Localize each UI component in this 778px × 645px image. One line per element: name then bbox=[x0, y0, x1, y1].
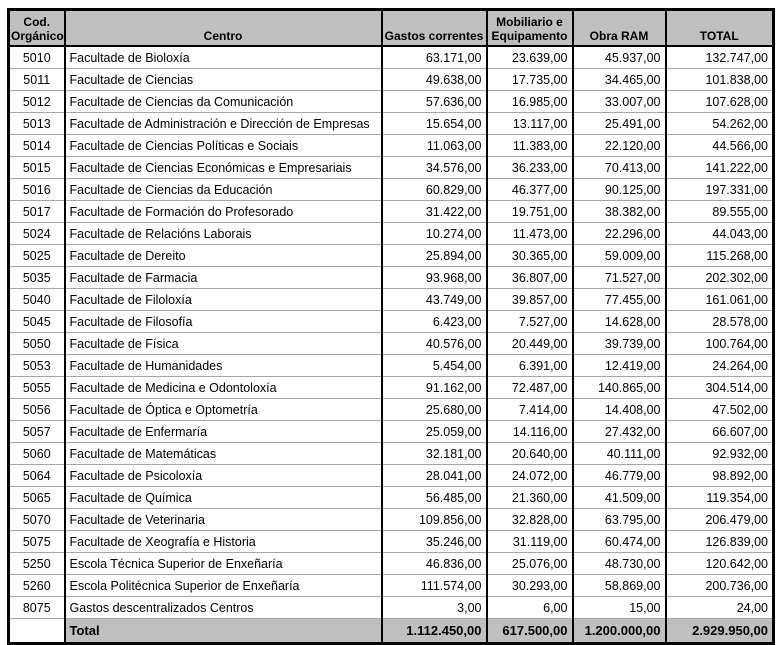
gastos-cell: 111.574,00 bbox=[382, 575, 487, 597]
code-cell: 5055 bbox=[9, 377, 65, 399]
table-row bbox=[9, 509, 774, 531]
obra-cell: 34.465,00 bbox=[573, 69, 666, 91]
mobiliario-cell: 36.807,00 bbox=[487, 267, 573, 289]
centro-cell: Escola Técnica Superior de Enxeñaría bbox=[65, 553, 382, 575]
total-cell: 44.566,00 bbox=[666, 135, 774, 157]
table-row bbox=[9, 421, 774, 443]
mobiliario-cell: 30.365,00 bbox=[487, 245, 573, 267]
table-row bbox=[9, 289, 774, 311]
mobiliario-cell: 7.527,00 bbox=[487, 311, 573, 333]
mobiliario-cell: 30.293,00 bbox=[487, 575, 573, 597]
gastos-cell: 25.059,00 bbox=[382, 421, 487, 443]
code-cell: 5250 bbox=[9, 553, 65, 575]
total-code-cell bbox=[9, 619, 65, 644]
code-cell: 5050 bbox=[9, 333, 65, 355]
centro-cell: Facultade de Veterinaria bbox=[65, 509, 382, 531]
mobiliario-cell: 36.233,00 bbox=[487, 157, 573, 179]
gastos-cell: 35.246,00 bbox=[382, 531, 487, 553]
centro-cell: Facultade de Ciencias Económicas e Empresariais bbox=[65, 157, 382, 179]
code-cell: 5075 bbox=[9, 531, 65, 553]
centro-cell: Facultade de Física bbox=[65, 333, 382, 355]
code-cell: 5016 bbox=[9, 179, 65, 201]
obra-cell: 46.779,00 bbox=[573, 465, 666, 487]
table-row bbox=[9, 465, 774, 487]
obra-cell: 38.382,00 bbox=[573, 201, 666, 223]
obra-cell: 70.413,00 bbox=[573, 157, 666, 179]
gastos-cell: 63.171,00 bbox=[382, 46, 487, 69]
total-cell: 202.302,00 bbox=[666, 267, 774, 289]
total-cell: 24,00 bbox=[666, 597, 774, 619]
table-row bbox=[9, 597, 774, 619]
total-cell: 115.268,00 bbox=[666, 245, 774, 267]
centro-cell: Escola Politécnica Superior de Enxeñaría bbox=[65, 575, 382, 597]
centro-cell: Facultade de Farmacia bbox=[65, 267, 382, 289]
mobiliario-cell: 17.735,00 bbox=[487, 69, 573, 91]
mobiliario-cell: 32.828,00 bbox=[487, 509, 573, 531]
code-cell: 5040 bbox=[9, 289, 65, 311]
centro-cell: Facultade de Enfermaría bbox=[65, 421, 382, 443]
obra-cell: 15,00 bbox=[573, 597, 666, 619]
total-label-cell: Total bbox=[65, 619, 382, 644]
table-header bbox=[9, 10, 774, 47]
gastos-cell: 40.576,00 bbox=[382, 333, 487, 355]
code-cell: 8075 bbox=[9, 597, 65, 619]
table-row bbox=[9, 245, 774, 267]
obra-cell: 63.795,00 bbox=[573, 509, 666, 531]
gastos-cell: 3,00 bbox=[382, 597, 487, 619]
table-row bbox=[9, 157, 774, 179]
header-obra-ram: Obra RAM bbox=[573, 10, 666, 47]
obra-cell: 22.120,00 bbox=[573, 135, 666, 157]
table-row bbox=[9, 113, 774, 135]
table-row bbox=[9, 333, 774, 355]
centro-cell: Facultade de Medicina e Odontoloxía bbox=[65, 377, 382, 399]
header-mobiliario-equipamento: Mobiliario e Equipamento bbox=[487, 10, 573, 47]
total-cell: 120.642,00 bbox=[666, 553, 774, 575]
gastos-cell: 109.856,00 bbox=[382, 509, 487, 531]
centro-cell: Facultade de Xeografía e Historia bbox=[65, 531, 382, 553]
obra-cell: 40.111,00 bbox=[573, 443, 666, 465]
total-cell: 141.222,00 bbox=[666, 157, 774, 179]
total-row bbox=[9, 619, 774, 644]
code-cell: 5060 bbox=[9, 443, 65, 465]
mobiliario-cell: 21.360,00 bbox=[487, 487, 573, 509]
table-row bbox=[9, 46, 774, 69]
gastos-cell: 46.836,00 bbox=[382, 553, 487, 575]
table-row bbox=[9, 179, 774, 201]
centro-cell: Facultade de Química bbox=[65, 487, 382, 509]
gastos-cell: 15.654,00 bbox=[382, 113, 487, 135]
table-row bbox=[9, 443, 774, 465]
total-cell: 119.354,00 bbox=[666, 487, 774, 509]
total-total-cell: 2.929.950,00 bbox=[666, 619, 774, 644]
mobiliario-cell: 13.117,00 bbox=[487, 113, 573, 135]
gastos-cell: 49.638,00 bbox=[382, 69, 487, 91]
table-row bbox=[9, 531, 774, 553]
centro-cell: Facultade de Filoloxía bbox=[65, 289, 382, 311]
obra-cell: 41.509,00 bbox=[573, 487, 666, 509]
obra-cell: 12.419,00 bbox=[573, 355, 666, 377]
gastos-cell: 6.423,00 bbox=[382, 311, 487, 333]
table-row bbox=[9, 487, 774, 509]
table-row bbox=[9, 267, 774, 289]
obra-cell: 60.474,00 bbox=[573, 531, 666, 553]
total-cell: 101.838,00 bbox=[666, 69, 774, 91]
obra-cell: 25.491,00 bbox=[573, 113, 666, 135]
centro-cell: Facultade de Matemáticas bbox=[65, 443, 382, 465]
table-row bbox=[9, 223, 774, 245]
centro-cell: Facultade de Humanidades bbox=[65, 355, 382, 377]
table-row bbox=[9, 377, 774, 399]
mobiliario-cell: 25.076,00 bbox=[487, 553, 573, 575]
centro-cell: Facultade de Ciencias bbox=[65, 69, 382, 91]
header-cod-organico: Cod. Orgánico bbox=[9, 10, 65, 47]
total-cell: 197.331,00 bbox=[666, 179, 774, 201]
gastos-cell: 25.894,00 bbox=[382, 245, 487, 267]
obra-cell: 45.937,00 bbox=[573, 46, 666, 69]
table-row bbox=[9, 69, 774, 91]
total-cell: 304.514,00 bbox=[666, 377, 774, 399]
mobiliario-cell: 23.639,00 bbox=[487, 46, 573, 69]
obra-cell: 39.739,00 bbox=[573, 333, 666, 355]
centro-cell: Gastos descentralizados Centros bbox=[65, 597, 382, 619]
obra-cell: 33.007,00 bbox=[573, 91, 666, 113]
header-gastos-correntes: Gastos correntes bbox=[382, 10, 487, 47]
code-cell: 5013 bbox=[9, 113, 65, 135]
gastos-cell: 32.181,00 bbox=[382, 443, 487, 465]
obra-cell: 58.869,00 bbox=[573, 575, 666, 597]
gastos-cell: 11.063,00 bbox=[382, 135, 487, 157]
header-total: TOTAL bbox=[666, 10, 774, 47]
centro-cell: Facultade de Ciencias Políticas e Sociais bbox=[65, 135, 382, 157]
gastos-cell: 56.485,00 bbox=[382, 487, 487, 509]
obra-cell: 27.432,00 bbox=[573, 421, 666, 443]
table-row bbox=[9, 311, 774, 333]
table-row bbox=[9, 91, 774, 113]
mobiliario-cell: 24.072,00 bbox=[487, 465, 573, 487]
centro-cell: Facultade de Psicoloxía bbox=[65, 465, 382, 487]
total-cell: 89.555,00 bbox=[666, 201, 774, 223]
table-row bbox=[9, 201, 774, 223]
table-body bbox=[9, 46, 774, 619]
mobiliario-cell: 6,00 bbox=[487, 597, 573, 619]
code-cell: 5012 bbox=[9, 91, 65, 113]
total-cell: 92.932,00 bbox=[666, 443, 774, 465]
centro-cell: Facultade de Dereito bbox=[65, 245, 382, 267]
code-cell: 5024 bbox=[9, 223, 65, 245]
mobiliario-cell: 19.751,00 bbox=[487, 201, 573, 223]
table-row bbox=[9, 575, 774, 597]
total-cell: 98.892,00 bbox=[666, 465, 774, 487]
obra-cell: 90.125,00 bbox=[573, 179, 666, 201]
budget-table bbox=[7, 8, 775, 645]
total-cell: 54.262,00 bbox=[666, 113, 774, 135]
total-cell: 107.628,00 bbox=[666, 91, 774, 113]
total-cell: 66.607,00 bbox=[666, 421, 774, 443]
header-centro: Centro bbox=[65, 10, 382, 47]
obra-cell: 48.730,00 bbox=[573, 553, 666, 575]
code-cell: 5070 bbox=[9, 509, 65, 531]
obra-cell: 59.009,00 bbox=[573, 245, 666, 267]
gastos-cell: 57.636,00 bbox=[382, 91, 487, 113]
obra-cell: 22.296,00 bbox=[573, 223, 666, 245]
table-row bbox=[9, 399, 774, 421]
mobiliario-cell: 6.391,00 bbox=[487, 355, 573, 377]
mobiliario-cell: 16.985,00 bbox=[487, 91, 573, 113]
mobiliario-cell: 14.116,00 bbox=[487, 421, 573, 443]
total-obra-cell: 1.200.000,00 bbox=[573, 619, 666, 644]
code-cell: 5057 bbox=[9, 421, 65, 443]
code-cell: 5064 bbox=[9, 465, 65, 487]
centro-cell: Facultade de Ciencias da Educación bbox=[65, 179, 382, 201]
total-gastos-cell: 1.112.450,00 bbox=[382, 619, 487, 644]
total-mobiliario-cell: 617.500,00 bbox=[487, 619, 573, 644]
mobiliario-cell: 39.857,00 bbox=[487, 289, 573, 311]
table-row bbox=[9, 553, 774, 575]
table-row bbox=[9, 135, 774, 157]
centro-cell: Facultade de Formación do Profesorado bbox=[65, 201, 382, 223]
gastos-cell: 31.422,00 bbox=[382, 201, 487, 223]
code-cell: 5065 bbox=[9, 487, 65, 509]
header-row bbox=[9, 10, 774, 47]
total-cell: 132.747,00 bbox=[666, 46, 774, 69]
centro-cell: Facultade de Filosofía bbox=[65, 311, 382, 333]
mobiliario-cell: 7.414,00 bbox=[487, 399, 573, 421]
obra-cell: 71.527,00 bbox=[573, 267, 666, 289]
total-cell: 47.502,00 bbox=[666, 399, 774, 421]
centro-cell: Facultade de Bioloxía bbox=[65, 46, 382, 69]
gastos-cell: 43.749,00 bbox=[382, 289, 487, 311]
table-footer bbox=[9, 619, 774, 644]
total-cell: 206.479,00 bbox=[666, 509, 774, 531]
code-cell: 5035 bbox=[9, 267, 65, 289]
mobiliario-cell: 31.119,00 bbox=[487, 531, 573, 553]
gastos-cell: 5.454,00 bbox=[382, 355, 487, 377]
centro-cell: Facultade de Administración e Dirección de Empresas bbox=[65, 113, 382, 135]
gastos-cell: 60.829,00 bbox=[382, 179, 487, 201]
code-cell: 5017 bbox=[9, 201, 65, 223]
total-cell: 44.043,00 bbox=[666, 223, 774, 245]
gastos-cell: 10.274,00 bbox=[382, 223, 487, 245]
centro-cell: Facultade de Ciencias da Comunicación bbox=[65, 91, 382, 113]
mobiliario-cell: 46.377,00 bbox=[487, 179, 573, 201]
code-cell: 5053 bbox=[9, 355, 65, 377]
code-cell: 5014 bbox=[9, 135, 65, 157]
obra-cell: 140.865,00 bbox=[573, 377, 666, 399]
code-cell: 5010 bbox=[22, 50, 51, 65]
total-cell: 100.764,00 bbox=[666, 333, 774, 355]
mobiliario-cell: 72.487,00 bbox=[487, 377, 573, 399]
code-cell: 5011 bbox=[9, 69, 65, 91]
centro-cell: Facultade de Relacións Laborais bbox=[65, 223, 382, 245]
gastos-cell: 34.576,00 bbox=[382, 157, 487, 179]
code-cell: 5056 bbox=[9, 399, 65, 421]
code-cell: 5015 bbox=[9, 157, 65, 179]
centro-cell: Facultade de Óptica e Optometría bbox=[65, 399, 382, 421]
code-cell: 5025 bbox=[9, 245, 65, 267]
mobiliario-cell: 11.383,00 bbox=[487, 135, 573, 157]
total-cell: 126.839,00 bbox=[666, 531, 774, 553]
obra-cell: 14.628,00 bbox=[573, 311, 666, 333]
mobiliario-cell: 20.640,00 bbox=[487, 443, 573, 465]
mobiliario-cell: 11.473,00 bbox=[487, 223, 573, 245]
total-cell: 200.736,00 bbox=[666, 575, 774, 597]
total-cell: 161.061,00 bbox=[666, 289, 774, 311]
code-cell: 5045 bbox=[9, 311, 65, 333]
gastos-cell: 91.162,00 bbox=[382, 377, 487, 399]
obra-cell: 77.455,00 bbox=[573, 289, 666, 311]
total-cell: 24.264,00 bbox=[666, 355, 774, 377]
code-cell: 5260 bbox=[9, 575, 65, 597]
gastos-cell: 93.968,00 bbox=[382, 267, 487, 289]
gastos-cell: 28.041,00 bbox=[382, 465, 487, 487]
table-row bbox=[9, 355, 774, 377]
gastos-cell: 25.680,00 bbox=[382, 399, 487, 421]
total-cell: 28.578,00 bbox=[666, 311, 774, 333]
mobiliario-cell: 20.449,00 bbox=[487, 333, 573, 355]
obra-cell: 14.408,00 bbox=[573, 399, 666, 421]
